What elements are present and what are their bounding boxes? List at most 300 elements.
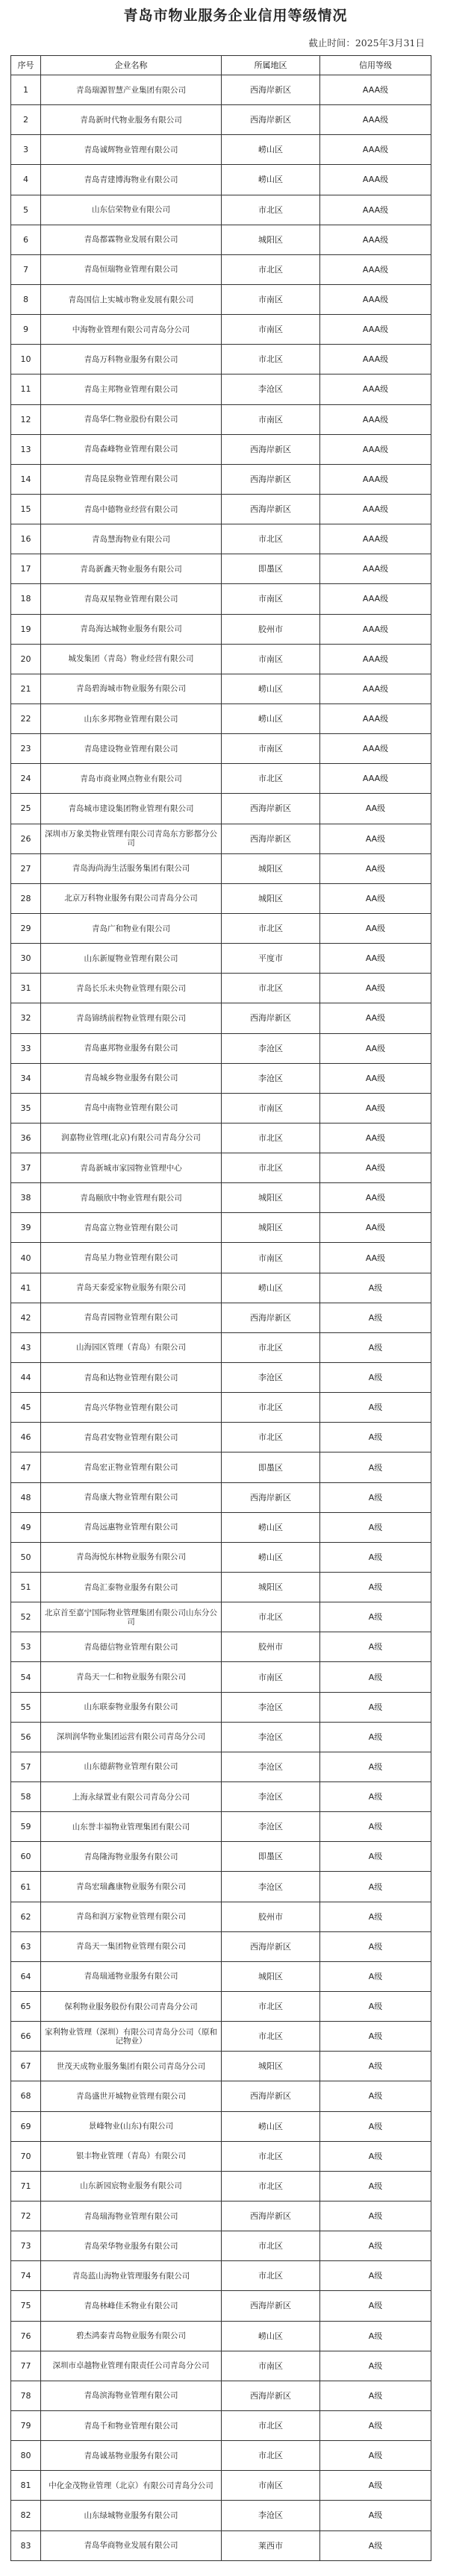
cell-district: 崂山区 xyxy=(222,703,320,733)
cell-grade: A级 xyxy=(320,1812,431,1842)
cell-company: 青岛诚基物业服务有限公司 xyxy=(41,2441,222,2471)
table-row xyxy=(11,584,431,614)
cell-grade: A级 xyxy=(320,1482,431,1512)
cell-district: 西海岸新区 xyxy=(222,2201,320,2231)
cell-company: 中化金茂物业管理（北京）有限公司青岛分公司 xyxy=(41,2471,222,2501)
cell-district: 市南区 xyxy=(222,1662,320,1692)
table-row xyxy=(11,1632,431,1662)
cell-district: 城阳区 xyxy=(222,1183,320,1213)
table-row xyxy=(11,764,431,794)
cell-grade: AAA级 xyxy=(320,254,431,284)
cell-district: 西海岸新区 xyxy=(222,2291,320,2321)
cell-company: 青岛中德物业经营有限公司 xyxy=(41,494,222,524)
cell-company: 青岛城市建设集团物业管理有限公司 xyxy=(41,794,222,824)
table-row xyxy=(11,75,431,105)
table-row xyxy=(11,1303,431,1332)
cell-no: 7 xyxy=(11,254,41,284)
cell-grade: AAA级 xyxy=(320,703,431,733)
cell-district: 市北区 xyxy=(222,1423,320,1452)
cell-grade: A级 xyxy=(320,2111,431,2141)
cell-grade: AAA级 xyxy=(320,554,431,584)
table-row xyxy=(11,1872,431,1902)
cell-district: 西海岸新区 xyxy=(222,1931,320,1961)
cell-district: 市南区 xyxy=(222,1243,320,1273)
cell-district: 市北区 xyxy=(222,974,320,1003)
cell-grade: A级 xyxy=(320,2381,431,2410)
cell-grade: AAA级 xyxy=(320,734,431,764)
cell-no: 23 xyxy=(11,734,41,764)
cell-district: 西海岸新区 xyxy=(222,794,320,824)
table-row xyxy=(11,2501,431,2530)
cell-district: 胶州市 xyxy=(222,1902,320,1931)
cell-company: 青岛锦绣前程物业管理有限公司 xyxy=(41,1003,222,1033)
cell-grade: A级 xyxy=(320,1512,431,1542)
cell-district: 市北区 xyxy=(222,1332,320,1362)
cell-district: 莱西市 xyxy=(222,2530,320,2560)
cell-grade: A级 xyxy=(320,1692,431,1722)
cell-district: 市北区 xyxy=(222,764,320,794)
table-row xyxy=(11,375,431,404)
cell-grade: A级 xyxy=(320,2022,431,2052)
cell-no: 21 xyxy=(11,674,41,703)
table-row xyxy=(11,1931,431,1961)
cell-grade: A级 xyxy=(320,1782,431,1812)
cell-grade: A级 xyxy=(320,2052,431,2081)
cell-district: 城阳区 xyxy=(222,1961,320,1991)
cell-grade: A级 xyxy=(320,1573,431,1602)
cell-company: 青岛富立物业管理有限公司 xyxy=(41,1213,222,1243)
cell-grade: AA级 xyxy=(320,1093,431,1123)
cell-grade: A级 xyxy=(320,2171,431,2201)
cell-district: 李沧区 xyxy=(222,1692,320,1722)
cell-district: 市北区 xyxy=(222,1992,320,2022)
table-row xyxy=(11,2321,431,2351)
cell-grade: A级 xyxy=(320,1363,431,1393)
table-row xyxy=(11,1512,431,1542)
cell-grade: AA级 xyxy=(320,824,431,853)
cell-district: 市南区 xyxy=(222,1093,320,1123)
table-row xyxy=(11,2081,431,2111)
cell-district: 西海岸新区 xyxy=(222,434,320,464)
cell-company: 青岛慧海物业有限公司 xyxy=(41,524,222,554)
cell-company: 青岛天泰爱家物业服务有限公司 xyxy=(41,1273,222,1303)
cell-grade: A级 xyxy=(320,1602,431,1632)
cell-grade: AA级 xyxy=(320,974,431,1003)
table-row xyxy=(11,1183,431,1213)
cell-district: 西海岸新区 xyxy=(222,1303,320,1332)
cell-district: 市北区 xyxy=(222,2441,320,2471)
cell-company: 山东联泰物业服务有限公司 xyxy=(41,1692,222,1722)
cell-grade: AAA级 xyxy=(320,404,431,434)
cell-no: 44 xyxy=(11,1363,41,1393)
cell-no: 52 xyxy=(11,1602,41,1632)
cell-no: 63 xyxy=(11,1931,41,1961)
cell-no: 32 xyxy=(11,1003,41,1033)
cell-company: 青岛长乐未央物业管理有限公司 xyxy=(41,974,222,1003)
cell-grade: A级 xyxy=(320,2351,431,2381)
table-row xyxy=(11,1692,431,1722)
cell-grade: AA级 xyxy=(320,1063,431,1093)
cell-district: 李沧区 xyxy=(222,1872,320,1902)
table-row xyxy=(11,1243,431,1273)
cell-company: 世茂天成物业服务集团有限公司青岛分公司 xyxy=(41,2052,222,2081)
cell-grade: AAA级 xyxy=(320,165,431,195)
cell-no: 78 xyxy=(11,2381,41,2410)
credit-grade-table xyxy=(10,55,431,2561)
cell-no: 67 xyxy=(11,2052,41,2081)
table-row xyxy=(11,1033,431,1063)
table-row xyxy=(11,2291,431,2321)
cell-no: 6 xyxy=(11,225,41,254)
table-row xyxy=(11,1213,431,1243)
table-row xyxy=(11,2231,431,2261)
cell-grade: A级 xyxy=(320,1872,431,1902)
cell-no: 48 xyxy=(11,1482,41,1512)
cell-no: 30 xyxy=(11,944,41,974)
table-row xyxy=(11,554,431,584)
cell-company: 青岛市商业网点物业有限公司 xyxy=(41,764,222,794)
table-row xyxy=(11,225,431,254)
header-grade: 信用等级 xyxy=(320,56,431,75)
cell-district: 西海岸新区 xyxy=(222,1482,320,1512)
cell-district: 城阳区 xyxy=(222,2052,320,2081)
cell-no: 2 xyxy=(11,105,41,135)
header-district: 所属地区 xyxy=(222,56,320,75)
table-row xyxy=(11,1423,431,1452)
table-row xyxy=(11,345,431,375)
cell-grade: AA级 xyxy=(320,883,431,913)
cell-no: 9 xyxy=(11,315,41,345)
table-row xyxy=(11,734,431,764)
cell-grade: A级 xyxy=(320,2291,431,2321)
cell-district: 市南区 xyxy=(222,734,320,764)
table-row xyxy=(11,1482,431,1512)
cell-no: 34 xyxy=(11,1063,41,1093)
cell-district: 即墨区 xyxy=(222,554,320,584)
cell-no: 22 xyxy=(11,703,41,733)
cell-company: 青岛星力物业管理有限公司 xyxy=(41,1243,222,1273)
cell-grade: A级 xyxy=(320,1332,431,1362)
table-row xyxy=(11,1063,431,1093)
cell-company: 山东誉丰福物业管理集团有限公司 xyxy=(41,1812,222,1842)
cell-grade: AAA级 xyxy=(320,345,431,375)
cell-no: 62 xyxy=(11,1902,41,1931)
cell-district: 城阳区 xyxy=(222,853,320,883)
cell-company: 青岛广和物业有限公司 xyxy=(41,913,222,943)
cell-company: 深圳市卓越物业管理有限责任公司青岛分公司 xyxy=(41,2351,222,2381)
cell-no: 69 xyxy=(11,2111,41,2141)
cell-grade: A级 xyxy=(320,1722,431,1752)
cell-company: 青岛青建博海物业有限公司 xyxy=(41,165,222,195)
table-row xyxy=(11,1902,431,1931)
table-row xyxy=(11,1782,431,1812)
cell-grade: A级 xyxy=(320,1992,431,2022)
cell-no: 60 xyxy=(11,1842,41,1872)
header-company: 企业名称 xyxy=(41,56,222,75)
cell-no: 79 xyxy=(11,2410,41,2440)
cell-company: 青岛德信物业管理有限公司 xyxy=(41,1632,222,1662)
table-row xyxy=(11,614,431,644)
cell-no: 35 xyxy=(11,1093,41,1123)
cell-company: 中海物业管理有限公司青岛分公司 xyxy=(41,315,222,345)
cell-grade: AA级 xyxy=(320,1183,431,1213)
cell-company: 青岛昆泉物业管理有限公司 xyxy=(41,464,222,494)
cell-company: 上海永绿置业有限公司青岛分公司 xyxy=(41,1782,222,1812)
cell-company: 青岛荣华物业服务有限公司 xyxy=(41,2231,222,2261)
table-row xyxy=(11,524,431,554)
cell-no: 15 xyxy=(11,494,41,524)
cell-no: 20 xyxy=(11,644,41,674)
cell-district: 市南区 xyxy=(222,2471,320,2501)
cell-no: 55 xyxy=(11,1692,41,1722)
cell-company: 青岛恒瑞物业管理有限公司 xyxy=(41,254,222,284)
cell-no: 83 xyxy=(11,2530,41,2560)
cell-company: 青岛君安物业管理有限公司 xyxy=(41,1423,222,1452)
cell-company: 青岛华仁物业股份有限公司 xyxy=(41,404,222,434)
cell-no: 31 xyxy=(11,974,41,1003)
cell-grade: AAA级 xyxy=(320,464,431,494)
cell-grade: AA级 xyxy=(320,794,431,824)
cell-no: 73 xyxy=(11,2231,41,2261)
cell-district: 西海岸新区 xyxy=(222,2081,320,2111)
cell-grade: A级 xyxy=(320,2530,431,2560)
table-row xyxy=(11,1722,431,1752)
table-row xyxy=(11,315,431,345)
cell-grade: A级 xyxy=(320,1393,431,1423)
cell-district: 市南区 xyxy=(222,584,320,614)
cell-district: 市南区 xyxy=(222,644,320,674)
cell-grade: AAA级 xyxy=(320,614,431,644)
cell-no: 64 xyxy=(11,1961,41,1991)
cell-company: 青岛建设物业管理有限公司 xyxy=(41,734,222,764)
table-row xyxy=(11,2111,431,2141)
cell-no: 70 xyxy=(11,2141,41,2171)
cell-district: 市北区 xyxy=(222,1602,320,1632)
cell-no: 50 xyxy=(11,1542,41,1572)
cell-company: 青岛隆海物业服务有限公司 xyxy=(41,1842,222,1872)
cell-grade: AAA级 xyxy=(320,584,431,614)
cell-no: 56 xyxy=(11,1722,41,1752)
cell-company: 山东信荣物业有限公司 xyxy=(41,195,222,225)
table-row xyxy=(11,284,431,314)
cell-no: 3 xyxy=(11,135,41,165)
cell-district: 市北区 xyxy=(222,2231,320,2261)
cell-company: 青岛和润万家物业管理有限公司 xyxy=(41,1902,222,1931)
cell-no: 68 xyxy=(11,2081,41,2111)
cell-grade: AAA级 xyxy=(320,764,431,794)
cell-district: 城阳区 xyxy=(222,225,320,254)
cell-company: 青岛青园物业管理有限公司 xyxy=(41,1303,222,1332)
cell-no: 65 xyxy=(11,1992,41,2022)
table-row xyxy=(11,703,431,733)
cell-district: 城阳区 xyxy=(222,1573,320,1602)
cell-grade: AA级 xyxy=(320,1213,431,1243)
cell-no: 33 xyxy=(11,1033,41,1063)
cell-no: 24 xyxy=(11,764,41,794)
table-row xyxy=(11,1153,431,1183)
cell-grade: A级 xyxy=(320,2501,431,2530)
cell-company: 青岛碧海城市物业服务有限公司 xyxy=(41,674,222,703)
cell-no: 39 xyxy=(11,1213,41,1243)
cell-grade: AAA级 xyxy=(320,644,431,674)
cell-district: 崂山区 xyxy=(222,1542,320,1572)
cell-no: 53 xyxy=(11,1632,41,1662)
cell-no: 72 xyxy=(11,2201,41,2231)
cell-no: 61 xyxy=(11,1872,41,1902)
cell-grade: A级 xyxy=(320,2141,431,2171)
cell-district: 西海岸新区 xyxy=(222,824,320,853)
table-row xyxy=(11,853,431,883)
cell-company: 青岛万科物业服务有限公司 xyxy=(41,345,222,375)
cell-district: 西海岸新区 xyxy=(222,105,320,135)
cell-company: 山东多邦物业管理有限公司 xyxy=(41,703,222,733)
cell-district: 西海岸新区 xyxy=(222,1003,320,1033)
cell-company: 青岛和达物业管理有限公司 xyxy=(41,1363,222,1393)
table-row xyxy=(11,2351,431,2381)
table-row xyxy=(11,2530,431,2560)
cell-no: 11 xyxy=(11,375,41,404)
table-row xyxy=(11,1363,431,1393)
table-row xyxy=(11,883,431,913)
cell-no: 82 xyxy=(11,2501,41,2530)
cell-company: 城发集团（青岛）物业经营有限公司 xyxy=(41,644,222,674)
table-row xyxy=(11,2141,431,2171)
cell-district: 市北区 xyxy=(222,345,320,375)
table-row xyxy=(11,1842,431,1872)
cell-grade: AAA级 xyxy=(320,135,431,165)
cell-company: 青岛颐欣中物业管理有限公司 xyxy=(41,1183,222,1213)
table-row xyxy=(11,494,431,524)
table-row xyxy=(11,135,431,165)
cell-company: 青岛瑞通物业服务有限公司 xyxy=(41,1961,222,1991)
cell-district: 市北区 xyxy=(222,2261,320,2291)
cell-no: 16 xyxy=(11,524,41,554)
cell-company: 青岛兴华物业管理有限公司 xyxy=(41,1393,222,1423)
cell-district: 李沧区 xyxy=(222,1722,320,1752)
cell-district: 市南区 xyxy=(222,404,320,434)
cell-grade: A级 xyxy=(320,1423,431,1452)
cell-company: 山东绿城物业服务有限公司 xyxy=(41,2501,222,2530)
cell-grade: A级 xyxy=(320,1752,431,1781)
cell-company: 山东新厦物业管理有限公司 xyxy=(41,944,222,974)
cell-company: 青岛国信上实城市物业发展有限公司 xyxy=(41,284,222,314)
cell-company: 青岛森峰物业管理有限公司 xyxy=(41,434,222,464)
cell-no: 37 xyxy=(11,1153,41,1183)
cell-company: 银丰物业管理（青岛）有限公司 xyxy=(41,2141,222,2171)
cell-district: 市北区 xyxy=(222,1153,320,1183)
table-row xyxy=(11,404,431,434)
table-row xyxy=(11,1602,431,1632)
table-row xyxy=(11,2052,431,2081)
cell-district: 李沧区 xyxy=(222,375,320,404)
cell-grade: A级 xyxy=(320,2321,431,2351)
cell-grade: AA级 xyxy=(320,913,431,943)
cell-no: 81 xyxy=(11,2471,41,2501)
cell-no: 13 xyxy=(11,434,41,464)
cell-district: 西海岸新区 xyxy=(222,494,320,524)
table-row xyxy=(11,1003,431,1033)
cell-company: 青岛康大物业管理有限公司 xyxy=(41,1482,222,1512)
cell-company: 润嘉物业管理(北京)有限公司青岛分公司 xyxy=(41,1123,222,1153)
cell-company: 青岛新时代物业服务有限公司 xyxy=(41,105,222,135)
cell-company: 青岛滨海物业管理有限公司 xyxy=(41,2381,222,2410)
cell-district: 市北区 xyxy=(222,524,320,554)
cell-grade: A级 xyxy=(320,2471,431,2501)
cell-no: 27 xyxy=(11,853,41,883)
cell-company: 保利物业服务股份有限公司青岛分公司 xyxy=(41,1992,222,2022)
cell-grade: A级 xyxy=(320,1452,431,1482)
table-row xyxy=(11,1573,431,1602)
cell-grade: A级 xyxy=(320,1842,431,1872)
table-row xyxy=(11,2261,431,2291)
cell-company: 青岛汇泰物业服务有限公司 xyxy=(41,1573,222,1602)
cell-company: 青岛瑞海物业管理有限公司 xyxy=(41,2201,222,2231)
table-row xyxy=(11,1961,431,1991)
cell-grade: A级 xyxy=(320,1961,431,1991)
cell-grade: A级 xyxy=(320,1303,431,1332)
table-row xyxy=(11,434,431,464)
cell-grade: AAA级 xyxy=(320,434,431,464)
cell-company: 青岛盛世开城物业管理有限公司 xyxy=(41,2081,222,2111)
table-row xyxy=(11,2022,431,2052)
table-row xyxy=(11,1542,431,1572)
cell-company: 青岛海悦东林物业服务有限公司 xyxy=(41,1542,222,1572)
table-row xyxy=(11,913,431,943)
cell-company: 青岛林峰佳禾物业有限公司 xyxy=(41,2291,222,2321)
cell-no: 26 xyxy=(11,824,41,853)
cell-grade: AAA级 xyxy=(320,375,431,404)
table-row xyxy=(11,1992,431,2022)
cell-district: 城阳区 xyxy=(222,883,320,913)
table-row xyxy=(11,644,431,674)
cell-grade: AAA级 xyxy=(320,524,431,554)
cell-grade: AAA级 xyxy=(320,75,431,105)
cell-company: 青岛海达城物业服务有限公司 xyxy=(41,614,222,644)
cell-grade: A级 xyxy=(320,1931,431,1961)
cell-no: 18 xyxy=(11,584,41,614)
cell-district: 崂山区 xyxy=(222,135,320,165)
cell-no: 42 xyxy=(11,1303,41,1332)
cell-company: 北京首至嘉宁国际物业管理集团有限公司山东分公司 xyxy=(41,1602,222,1632)
cell-district: 西海岸新区 xyxy=(222,464,320,494)
cell-company: 深圳市万象美物业管理有限公司青岛东方影都分公司 xyxy=(41,824,222,853)
cell-no: 76 xyxy=(11,2321,41,2351)
cell-company: 景峰物业(山东)有限公司 xyxy=(41,2111,222,2141)
cell-company: 青岛天一集团物业管理有限公司 xyxy=(41,1931,222,1961)
table-row xyxy=(11,1662,431,1692)
table-row xyxy=(11,1332,431,1362)
cell-no: 29 xyxy=(11,913,41,943)
table-row xyxy=(11,254,431,284)
cell-district: 胶州市 xyxy=(222,614,320,644)
cell-grade: A级 xyxy=(320,2201,431,2231)
cell-no: 38 xyxy=(11,1183,41,1213)
table-row xyxy=(11,1393,431,1423)
cell-district: 西海岸新区 xyxy=(222,2381,320,2410)
cell-no: 71 xyxy=(11,2171,41,2201)
cell-no: 5 xyxy=(11,195,41,225)
cell-no: 10 xyxy=(11,345,41,375)
cell-company: 青岛新鑫天物业服务有限公司 xyxy=(41,554,222,584)
cell-district: 平度市 xyxy=(222,944,320,974)
table-row xyxy=(11,105,431,135)
cell-grade: AAA级 xyxy=(320,315,431,345)
cell-district: 李沧区 xyxy=(222,1812,320,1842)
cell-company: 青岛城乡物业服务有限公司 xyxy=(41,1063,222,1093)
cell-grade: AA级 xyxy=(320,944,431,974)
cell-district: 李沧区 xyxy=(222,1752,320,1781)
table-row xyxy=(11,674,431,703)
